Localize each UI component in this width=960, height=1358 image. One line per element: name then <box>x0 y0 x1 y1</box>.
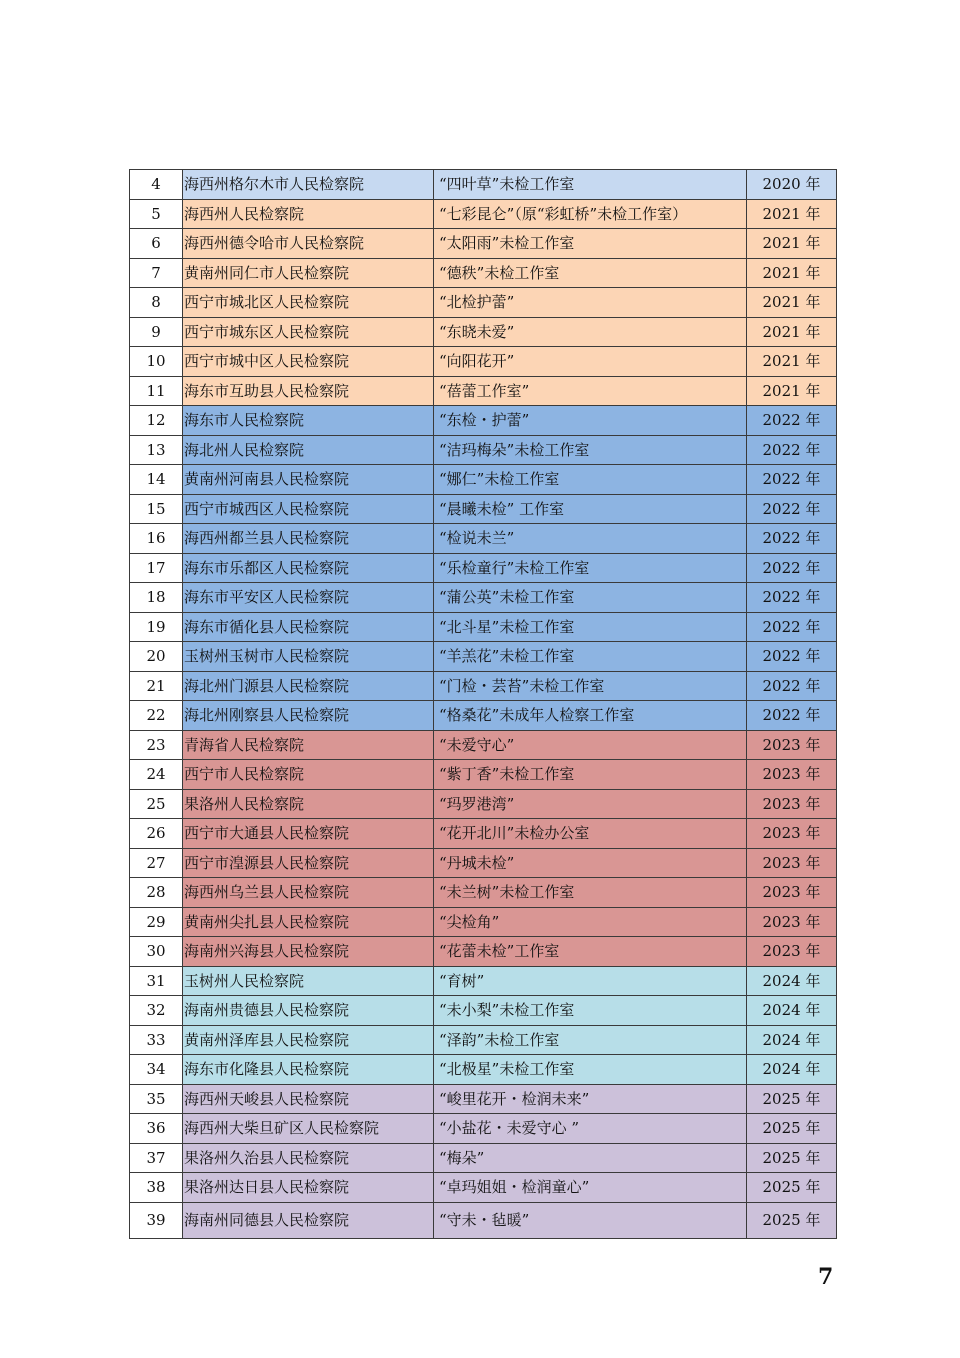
year-cell: 2022 年 <box>747 612 837 642</box>
year-cell: 2020 年 <box>747 170 837 200</box>
workstation-name-cell: “峻里花开・检润未来” <box>434 1084 747 1114</box>
procuratorate-cell: 海东市平安区人民检察院 <box>183 583 434 613</box>
workstation-name-cell: “尖检角” <box>434 907 747 937</box>
table-row <box>130 347 837 377</box>
row-number-cell: 34 <box>130 1055 183 1085</box>
row-number-cell: 19 <box>130 612 183 642</box>
row-number-cell: 17 <box>130 553 183 583</box>
row-number-cell: 30 <box>130 937 183 967</box>
year-cell: 2023 年 <box>747 789 837 819</box>
table-row <box>130 199 837 229</box>
year-cell: 2025 年 <box>747 1114 837 1144</box>
workstation-name-cell: “蓓蕾工作室” <box>434 376 747 406</box>
table-row <box>130 671 837 701</box>
row-number-cell: 14 <box>130 465 183 495</box>
row-number-cell: 26 <box>130 819 183 849</box>
table-row <box>130 907 837 937</box>
procuratorate-cell: 西宁市城中区人民检察院 <box>183 347 434 377</box>
procuratorate-cell: 海东市互助县人民检察院 <box>183 376 434 406</box>
row-number-cell: 9 <box>130 317 183 347</box>
procuratorate-cell: 海西州乌兰县人民检察院 <box>183 878 434 908</box>
procuratorate-cell: 海南州兴海县人民检察院 <box>183 937 434 967</box>
row-number-cell: 6 <box>130 229 183 259</box>
procuratorate-cell: 海南州贵德县人民检察院 <box>183 996 434 1026</box>
row-number-cell: 13 <box>130 435 183 465</box>
workstation-name-cell: “检说未兰” <box>434 524 747 554</box>
table-row <box>130 878 837 908</box>
year-cell: 2023 年 <box>747 878 837 908</box>
procuratorate-cell: 海北州刚察县人民检察院 <box>183 701 434 731</box>
year-cell: 2024 年 <box>747 996 837 1026</box>
workstation-name-cell: “玛罗港湾” <box>434 789 747 819</box>
year-cell: 2022 年 <box>747 642 837 672</box>
row-number-cell: 28 <box>130 878 183 908</box>
table-row <box>130 937 837 967</box>
workstation-name-cell: “洁玛梅朵”未检工作室 <box>434 435 747 465</box>
table-row <box>130 583 837 613</box>
row-number-cell: 35 <box>130 1084 183 1114</box>
year-cell: 2024 年 <box>747 1025 837 1055</box>
procuratorate-cell: 海西州格尔木市人民检察院 <box>183 170 434 200</box>
procuratorate-cell: 海西州天峻县人民检察院 <box>183 1084 434 1114</box>
table-row <box>130 966 837 996</box>
workstation-name-cell: “七彩昆仑”（原“彩虹桥”未检工作室） <box>434 199 747 229</box>
procuratorate-cell: 西宁市城北区人民检察院 <box>183 288 434 318</box>
procuratorate-cell: 海南州同德县人民检察院 <box>183 1202 434 1238</box>
workstation-name-cell: “泽韵”未检工作室 <box>434 1025 747 1055</box>
year-cell: 2025 年 <box>747 1202 837 1238</box>
procuratorate-cell: 黄南州泽库县人民检察院 <box>183 1025 434 1055</box>
workstation-name-cell: “小盐花・未爱守心 ” <box>434 1114 747 1144</box>
procuratorate-cell: 西宁市湟源县人民检察院 <box>183 848 434 878</box>
year-cell: 2023 年 <box>747 937 837 967</box>
row-number-cell: 29 <box>130 907 183 937</box>
table-row <box>130 1202 837 1238</box>
year-cell: 2023 年 <box>747 848 837 878</box>
workstation-name-cell: “未爱守心” <box>434 730 747 760</box>
row-number-cell: 5 <box>130 199 183 229</box>
year-cell: 2024 年 <box>747 966 837 996</box>
row-number-cell: 11 <box>130 376 183 406</box>
year-cell: 2022 年 <box>747 671 837 701</box>
row-number-cell: 20 <box>130 642 183 672</box>
row-number-cell: 22 <box>130 701 183 731</box>
workstation-name-cell: “未小梨”未检工作室 <box>434 996 747 1026</box>
year-cell: 2022 年 <box>747 406 837 436</box>
table-row <box>130 376 837 406</box>
table-row <box>130 760 837 790</box>
year-cell: 2021 年 <box>747 376 837 406</box>
year-cell: 2022 年 <box>747 583 837 613</box>
row-number-cell: 31 <box>130 966 183 996</box>
procuratorate-cell: 海北州门源县人民检察院 <box>183 671 434 701</box>
row-number-cell: 38 <box>130 1173 183 1203</box>
workstation-name-cell: “娜仁”未检工作室 <box>434 465 747 495</box>
procuratorate-cell: 海西州德令哈市人民检察院 <box>183 229 434 259</box>
year-cell: 2021 年 <box>747 199 837 229</box>
procuratorate-cell: 海东市化隆县人民检察院 <box>183 1055 434 1085</box>
procuratorate-cell: 黄南州同仁市人民检察院 <box>183 258 434 288</box>
year-cell: 2023 年 <box>747 907 837 937</box>
workstation-name-cell: “东晓未爱” <box>434 317 747 347</box>
procuratorate-cell: 黄南州尖扎县人民检察院 <box>183 907 434 937</box>
workstation-name-cell: “北斗星”未检工作室 <box>434 612 747 642</box>
table-row <box>130 642 837 672</box>
workstation-name-cell: “北检护蕾” <box>434 288 747 318</box>
table-row <box>130 789 837 819</box>
workstation-name-cell: “蒲公英”未检工作室 <box>434 583 747 613</box>
year-cell: 2025 年 <box>747 1084 837 1114</box>
workstation-name-cell: “丹城未检” <box>434 848 747 878</box>
workstation-name-cell: “育树” <box>434 966 747 996</box>
table-row <box>130 1143 837 1173</box>
workstation-name-cell: “守未・毡暖” <box>434 1202 747 1238</box>
row-number-cell: 18 <box>130 583 183 613</box>
table-row <box>130 701 837 731</box>
procuratorate-cell: 海东市循化县人民检察院 <box>183 612 434 642</box>
row-number-cell: 10 <box>130 347 183 377</box>
table-row <box>130 317 837 347</box>
table-row <box>130 730 837 760</box>
procuratorate-cell: 果洛州人民检察院 <box>183 789 434 819</box>
table-row <box>130 524 837 554</box>
procuratorate-cell: 西宁市大通县人民检察院 <box>183 819 434 849</box>
workstation-name-cell: “羊羔花”未检工作室 <box>434 642 747 672</box>
row-number-cell: 23 <box>130 730 183 760</box>
workstation-name-cell: “北极星”未检工作室 <box>434 1055 747 1085</box>
table-body <box>130 170 837 1239</box>
workstation-name-cell: “乐检童行”未检工作室 <box>434 553 747 583</box>
year-cell: 2022 年 <box>747 435 837 465</box>
year-cell: 2023 年 <box>747 730 837 760</box>
workstation-name-cell: “向阳花开” <box>434 347 747 377</box>
year-cell: 2021 年 <box>747 317 837 347</box>
workstation-name-cell: “花开北川”未检办公室 <box>434 819 747 849</box>
year-cell: 2024 年 <box>747 1055 837 1085</box>
row-number-cell: 32 <box>130 996 183 1026</box>
row-number-cell: 27 <box>130 848 183 878</box>
table-row <box>130 1173 837 1203</box>
workstation-name-cell: “卓玛姐姐・检润童心” <box>434 1173 747 1203</box>
workstation-name-cell: “未兰树”未检工作室 <box>434 878 747 908</box>
table-row <box>130 170 837 200</box>
row-number-cell: 21 <box>130 671 183 701</box>
procuratorate-cell: 青海省人民检察院 <box>183 730 434 760</box>
workstation-name-cell: “格桑花”未成年人检察工作室 <box>434 701 747 731</box>
row-number-cell: 37 <box>130 1143 183 1173</box>
year-cell: 2022 年 <box>747 553 837 583</box>
table-row <box>130 1084 837 1114</box>
year-cell: 2023 年 <box>747 819 837 849</box>
table-row <box>130 435 837 465</box>
row-number-cell: 25 <box>130 789 183 819</box>
table-row <box>130 553 837 583</box>
procuratorate-cell: 果洛州达日县人民检察院 <box>183 1173 434 1203</box>
table-row <box>130 1025 837 1055</box>
year-cell: 2023 年 <box>747 760 837 790</box>
procuratorate-cell: 海东市人民检察院 <box>183 406 434 436</box>
workstation-name-cell: “紫丁香”未检工作室 <box>434 760 747 790</box>
procuratorate-cell: 黄南州河南县人民检察院 <box>183 465 434 495</box>
procuratorate-cell: 西宁市城东区人民检察院 <box>183 317 434 347</box>
table-row <box>130 288 837 318</box>
workstation-name-cell: “东检・护蕾” <box>434 406 747 436</box>
procuratorate-cell: 西宁市城西区人民检察院 <box>183 494 434 524</box>
table-row <box>130 229 837 259</box>
year-cell: 2021 年 <box>747 288 837 318</box>
procuratorate-cell: 西宁市人民检察院 <box>183 760 434 790</box>
table-row <box>130 848 837 878</box>
year-cell: 2022 年 <box>747 524 837 554</box>
table-row <box>130 465 837 495</box>
table-row <box>130 819 837 849</box>
procuratorate-cell: 玉树州人民检察院 <box>183 966 434 996</box>
table-row <box>130 1055 837 1085</box>
year-cell: 2022 年 <box>747 465 837 495</box>
year-cell: 2021 年 <box>747 258 837 288</box>
table-row <box>130 996 837 1026</box>
table-row <box>130 1114 837 1144</box>
year-cell: 2022 年 <box>747 701 837 731</box>
procuratorate-cell: 果洛州久治县人民检察院 <box>183 1143 434 1173</box>
row-number-cell: 12 <box>130 406 183 436</box>
table-row <box>130 494 837 524</box>
workstation-name-cell: “梅朵” <box>434 1143 747 1173</box>
row-number-cell: 4 <box>130 170 183 200</box>
row-number-cell: 36 <box>130 1114 183 1144</box>
row-number-cell: 8 <box>130 288 183 318</box>
procuratorate-cell: 海西州人民检察院 <box>183 199 434 229</box>
table-row <box>130 406 837 436</box>
row-number-cell: 39 <box>130 1202 183 1238</box>
procuratorate-cell: 海西州都兰县人民检察院 <box>183 524 434 554</box>
procuratorate-cell: 玉树州玉树市人民检察院 <box>183 642 434 672</box>
row-number-cell: 33 <box>130 1025 183 1055</box>
workstation-table <box>129 169 837 1239</box>
workstation-name-cell: “德秩”未检工作室 <box>434 258 747 288</box>
year-cell: 2025 年 <box>747 1143 837 1173</box>
workstation-name-cell: “门检・芸苔”未检工作室 <box>434 671 747 701</box>
procuratorate-cell: 海西州大柴旦矿区人民检察院 <box>183 1114 434 1144</box>
row-number-cell: 15 <box>130 494 183 524</box>
table-row <box>130 612 837 642</box>
table-row <box>130 258 837 288</box>
procuratorate-cell: 海东市乐都区人民检察院 <box>183 553 434 583</box>
year-cell: 2021 年 <box>747 229 837 259</box>
year-cell: 2021 年 <box>747 347 837 377</box>
row-number-cell: 24 <box>130 760 183 790</box>
workstation-name-cell: “晨曦未检” 工作室 <box>434 494 747 524</box>
year-cell: 2022 年 <box>747 494 837 524</box>
page-number: 7 <box>818 1264 834 1290</box>
row-number-cell: 7 <box>130 258 183 288</box>
year-cell: 2025 年 <box>747 1173 837 1203</box>
row-number-cell: 16 <box>130 524 183 554</box>
workstation-name-cell: “花蕾未检”工作室 <box>434 937 747 967</box>
workstation-name-cell: “四叶草”未检工作室 <box>434 170 747 200</box>
procuratorate-cell: 海北州人民检察院 <box>183 435 434 465</box>
workstation-name-cell: “太阳雨”未检工作室 <box>434 229 747 259</box>
